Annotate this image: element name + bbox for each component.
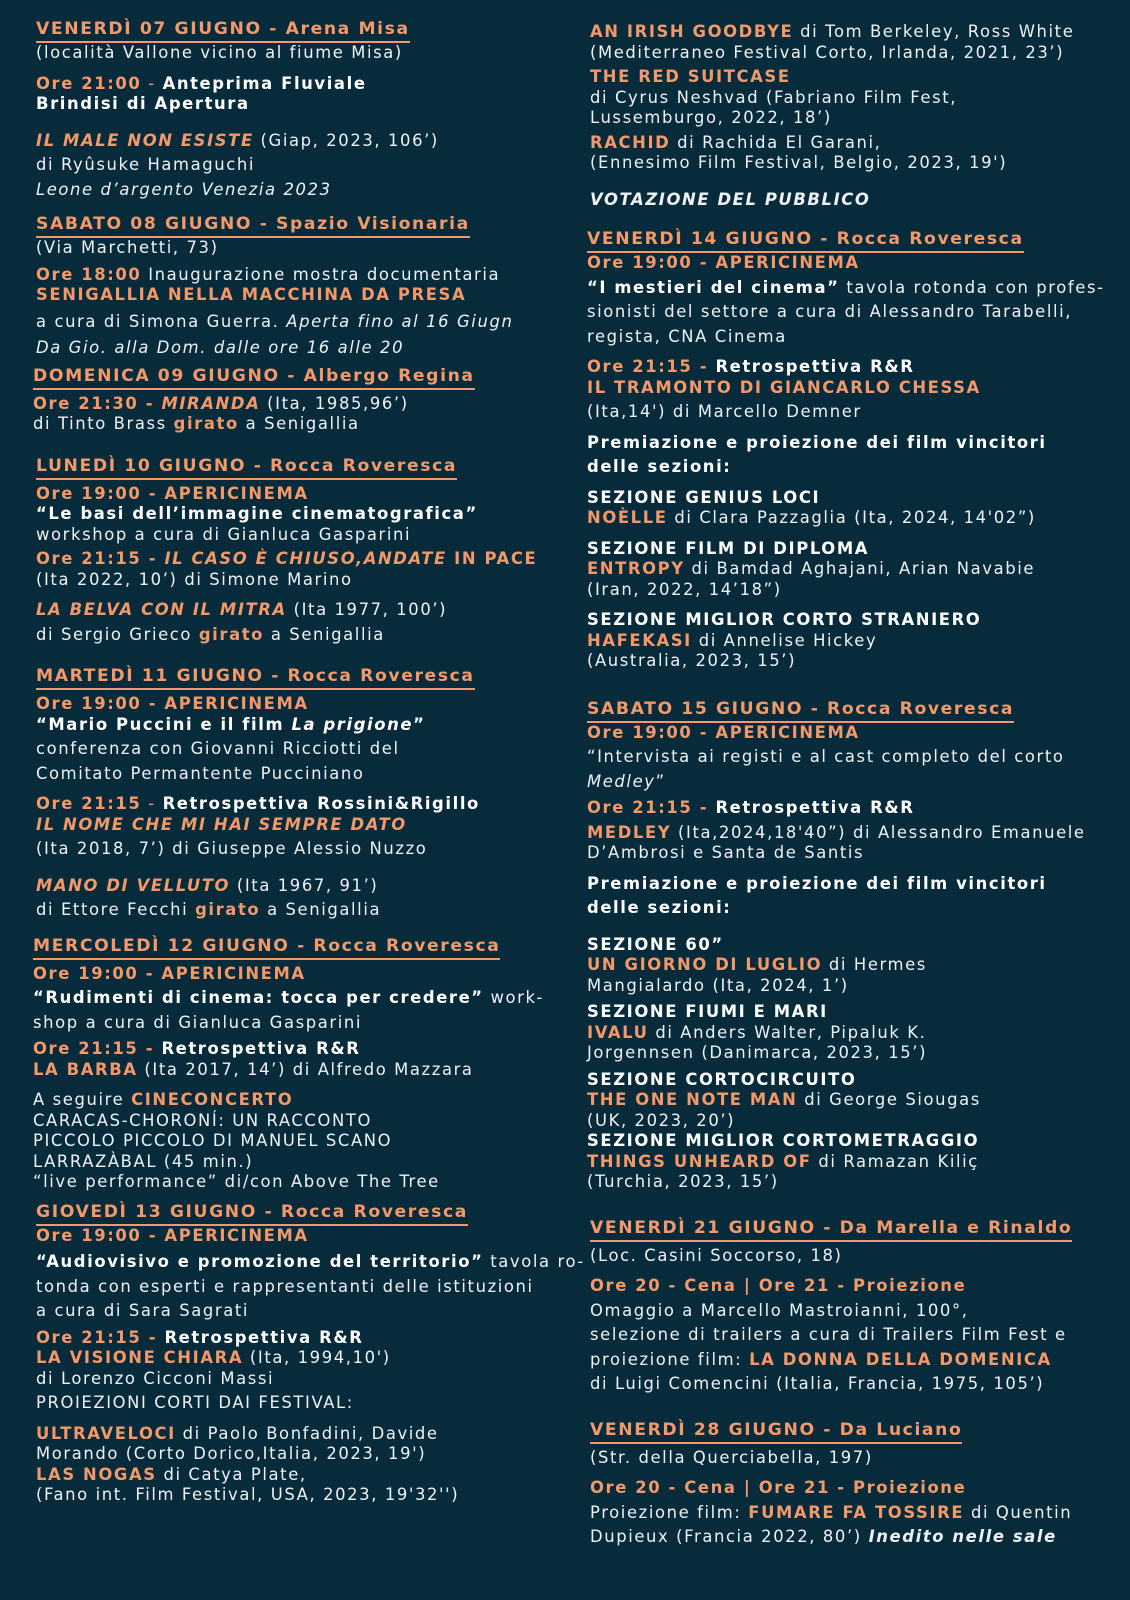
film-line: Ore 21:30 - MIRANDA (Ita, 1985,96’): [33, 393, 409, 413]
day-heading: VENERDÌ 21 GIUGNO - Da Marella e Rinaldo: [590, 1217, 1072, 1242]
film-title: LA BELVA CON IL MITRA (Ita 1977, 100’): [36, 600, 448, 619]
film-info: (Ita 2022, 10’) di Simone Marino: [36, 569, 353, 589]
retro-line: Ore 21:15 - Retrospettiva R&R: [33, 1039, 361, 1058]
talk-title: “I mestieri del cinema” tavola rotonda con profes-: [587, 277, 1105, 297]
talk-title: “Intervista ai registi e al cast completo del corto: [587, 747, 1065, 766]
time-line: Ore 19:00 - APERICINEMA: [33, 963, 306, 983]
concert-performer: “live performance” di/con Above The Tree: [33, 1172, 440, 1191]
time-line: Ore 19:00 - APERICINEMA: [36, 483, 309, 503]
day-heading: LUNEDÌ 10 GIUGNO - Rocca Roveresca: [36, 455, 457, 480]
retro-line: Ore 21:15 - Retrospettiva R&R: [587, 798, 915, 817]
festival-heading: PROIEZIONI CORTI DAI FESTIVAL:: [36, 1393, 354, 1412]
exhibition-title: SENIGALLIA NELLA MACCHINA DA PRESA: [36, 285, 467, 304]
film-title: IL MALE NON ESISTE (Giap, 2023, 106’): [36, 130, 439, 150]
short-film-1-info: Morando (Corto Dorico,Italia, 2023, 19'): [36, 1444, 427, 1463]
section-winner-4: THINGS UNHEARD OF di Ramazan Kiliç: [587, 1151, 979, 1171]
talk-title: “Audiovisivo e promozione del territorio” tavola ro-: [36, 1252, 585, 1271]
section-name: SEZIONE GENIUS LOCI: [587, 487, 821, 507]
film-line: MEDLEY (Ita,2024,18'40”) di Alessandro Emanuele: [587, 822, 1086, 842]
section-winner-4-info: (Turchia, 2023, 15’): [587, 1172, 779, 1191]
section-winner: NOÈLLE di Clara Pazzaglia (Ita, 2024, 14'02”): [587, 508, 1036, 527]
time-line: Ore 20 - Cena | Ore 21 - Proiezione: [590, 1478, 967, 1497]
talk-desc-2: Comitato Permantente Pucciniano: [36, 763, 365, 783]
section-winner-info: Mangialardo (Ita, 2024, 1’): [587, 975, 849, 995]
talk-desc: conferenza con Giovanni Ricciotti del: [36, 739, 400, 758]
location: (Via Marchetti, 73): [36, 238, 219, 257]
short-film-4: THE RED SUITCASE: [590, 67, 791, 86]
film-line: Proiezione film: FUMARE FA TOSSIRE di Quentin: [590, 1502, 1073, 1522]
time-line: Ore 19:00 - APERICINEMA: [36, 694, 309, 713]
concert-title-2: PICCOLO PICCOLO DI MANUEL SCANO: [33, 1131, 393, 1150]
short-film-5: RACHID di Rachida El Garani,: [590, 132, 882, 152]
event-day-07: [36, 18, 576, 200]
awards-heading: Premiazione e proiezione dei film vincitori: [587, 432, 1047, 452]
right-column: [587, 22, 1115, 1548]
short-film-5-info: (Ennesimo Film Festival, Belgio, 2023, 19'): [590, 153, 1008, 172]
film-director: di Ettore Fecchi girato a Senigallia: [36, 900, 382, 919]
film-line: LA BARBA (Ita 2017, 14’) di Alfredo Mazzara: [33, 1059, 474, 1079]
short-film-2-info: (Fano int. Film Festival, USA, 2023, 19'32''): [36, 1485, 460, 1504]
awards-heading-2: delle sezioni:: [587, 457, 732, 476]
workshop-title: “Rudimenti di cinema: tocca per credere” work-: [33, 988, 545, 1007]
day-heading: MARTEDÌ 11 GIUGNO - Rocca Roveresca: [36, 665, 475, 690]
event-day-21: [590, 1217, 1115, 1395]
time-line: Ore 20 - Cena | Ore 21 - Proiezione: [590, 1276, 967, 1295]
film-line: proiezione film: LA DONNA DELLA DOMENICA: [590, 1349, 1052, 1369]
workshop-desc: workshop a cura di Gianluca Gasparini: [36, 524, 412, 544]
concert-line: A seguire CINECONCERTO: [33, 1090, 294, 1109]
public-vote: VOTAZIONE DEL PUBBLICO: [590, 189, 871, 209]
section-winner-3: HAFEKASI di Annelise Hickey: [587, 630, 878, 650]
day-heading: VENERDÌ 28 GIUGNO - Da Luciano: [590, 1419, 962, 1444]
event-desc-2: selezione di trailers a cura di Trailers Film Fest e: [590, 1325, 1067, 1344]
film-info: (Ita 2018, 7’) di Giuseppe Alessio Nuzzo: [36, 839, 428, 858]
event-day-14: [587, 228, 1115, 672]
event-day-09: [33, 365, 576, 435]
concert-title-1: CARACAS-CHORONÍ: UN RACCONTO: [33, 1110, 372, 1130]
film-title-2: MANO DI VELLUTO (Ita 1967, 91’): [36, 875, 379, 895]
film-info: (Ita,14') di Marcello Demner: [587, 402, 862, 421]
short-film-4-info: di Cyrus Neshvad (Fabriano Film Fest,: [590, 87, 958, 107]
short-film-1: ULTRAVELOCI di Paolo Bonfadini, Davide: [36, 1423, 439, 1443]
section-name-2: SEZIONE FIUMI E MARI: [587, 1002, 828, 1021]
short-film-3: AN IRISH GOODBYE di Tom Berkeley, Ross White: [590, 22, 1075, 41]
section-name: SEZIONE 60”: [587, 934, 724, 954]
section-name-3: SEZIONE MIGLIOR CORTO STRANIERO: [587, 610, 982, 629]
opening-line: Brindisi di Apertura: [36, 94, 250, 113]
left-column: [33, 18, 585, 1506]
film-line: Ore 21:15 - IL CASO È CHIUSO,ANDATE IN PACE: [36, 549, 538, 568]
film-info: di Luigi Comencini (Italia, Francia, 1975, 105’): [590, 1374, 1045, 1393]
film-title: IL TRAMONTO DI GIANCARLO CHESSA: [587, 377, 981, 397]
retro-line: Ore 21:15 - Retrospettiva R&R: [36, 1327, 364, 1347]
section-winner-3-info: (UK, 2023, 20’): [587, 1110, 736, 1130]
event-day-10: [36, 455, 576, 646]
section-name-2: SEZIONE FILM DI DIPLOMA: [587, 538, 870, 558]
event-day-13: [36, 1201, 585, 1506]
retro-line: Ore 21:15 - Retrospettiva R&R: [587, 357, 915, 376]
day-heading: VENERDÌ 07 GIUGNO - Arena Misa: [36, 18, 410, 43]
event-day-12: [33, 935, 576, 1193]
concert-title-3: LARRAZÀBAL (45 min.): [33, 1151, 254, 1171]
film-director: di Ryûsuke Hamaguchi: [36, 155, 256, 174]
day-heading: GIOVEDÌ 13 GIUGNO - Rocca Roveresca: [36, 1201, 468, 1226]
event-day-08: [36, 213, 576, 359]
festival-shorts-continued: [590, 22, 1115, 210]
time-line: Ore 18:00 Inaugurazione mostra documentaria: [36, 264, 501, 284]
workshop-desc: shop a cura di Gianluca Gasparini: [33, 1012, 363, 1032]
opening-hours: Da Gio. alla Dom. dalle ore 16 alle 20: [36, 338, 405, 357]
day-heading: MERCOLEDÌ 12 GIUGNO - Rocca Roveresca: [33, 935, 500, 960]
film-director: di Sergio Grieco girato a Senigallia: [36, 624, 385, 644]
section-winner-2-info: Jorgennsen (Danimarca, 2023, 15’): [587, 1043, 928, 1062]
film-info: Dupieux (Francia 2022, 80’) Inedito nelle sale: [590, 1527, 1057, 1546]
event-desc: Omaggio a Marcello Mastroianni, 100°,: [590, 1300, 969, 1320]
location: (località Vallone vicino al fiume Misa): [36, 43, 403, 62]
talk-curator: a cura di Sara Sagrati: [36, 1301, 250, 1320]
talk-desc: sionisti del settore a cura di Alessandro Tarabelli,: [587, 302, 1073, 321]
film-line: LA VISIONE CHIARA (Ita, 1994,10'): [36, 1348, 391, 1367]
talk-desc-2: regista, CNA Cinema: [587, 326, 787, 346]
event-day-28: [590, 1419, 1115, 1548]
film-award: Leone d’argento Venezia 2023: [36, 179, 332, 199]
short-film-2: LAS NOGAS di Catya Plate,: [36, 1464, 307, 1484]
section-winner-3: THE ONE NOTE MAN di George Siougas: [587, 1090, 981, 1109]
time-line: Ore 19:00 - APERICINEMA: [587, 722, 860, 742]
section-winner-3-info: (Australia, 2023, 15’): [587, 651, 797, 670]
film-info: D’Ambrosi e Santa de Santis: [587, 843, 865, 862]
day-heading: SABATO 08 GIUGNO - Spazio Visionaria: [36, 213, 470, 238]
event-day-15: [587, 698, 1115, 1193]
section-name-3: SEZIONE CORTOCIRCUITO: [587, 1069, 857, 1089]
time-line: Ore 19:00 - APERICINEMA: [36, 1225, 309, 1245]
location: (Str. della Querciabella, 197): [590, 1447, 873, 1467]
section-winner-2: ENTROPY di Bamdad Aghajani, Arian Navabie: [587, 559, 1036, 578]
talk-title: “Mario Puccini e il film La prigione”: [36, 714, 426, 734]
section-name-4: SEZIONE MIGLIOR CORTOMETRAGGIO: [587, 1131, 980, 1150]
day-heading: DOMENICA 09 GIUGNO - Albergo Regina: [33, 365, 475, 390]
workshop-title: “Le basi dell’immagine cinematografica”: [36, 504, 478, 523]
awards-heading-2: delle sezioni:: [587, 898, 732, 917]
retro-line: Ore 21:15 - Retrospettiva Rossini&Rigillo: [36, 794, 480, 813]
talk-desc: tonda con esperti e rappresentanti delle istituzioni: [36, 1276, 534, 1296]
time-line: Ore 19:00 - APERICINEMA: [587, 253, 860, 272]
section-winner: UN GIORNO DI LUGLIO di Hermes: [587, 955, 927, 974]
short-film-4-info-2: Lussemburgo, 2022, 18’): [590, 108, 832, 127]
day-heading: SABATO 15 GIUGNO - Rocca Roveresca: [587, 698, 1014, 723]
section-winner-2-info: (Iran, 2022, 14’18”): [587, 579, 782, 599]
event-day-11: [36, 665, 576, 921]
film-director: di Lorenzo Cicconi Massi: [36, 1368, 275, 1388]
awards-heading: Premiazione e proiezione dei film vincitori: [587, 873, 1047, 893]
location: (Loc. Casini Soccorso, 18): [590, 1245, 843, 1265]
curator-line: a cura di Simona Guerra. Aperta fino al 16 Giugn: [36, 311, 514, 331]
section-winner-2: IVALU di Anders Walter, Pipaluk K.: [587, 1022, 927, 1042]
short-film-3-info: (Mediterraneo Festival Corto, Irlanda, 2021, 23’): [590, 42, 1065, 62]
talk-title-2: Medley”: [587, 771, 666, 791]
film-title: IL NOME CHE MI HAI SEMPRE DATO: [36, 814, 407, 834]
day-heading: VENERDÌ 14 GIUGNO - Rocca Roveresca: [587, 228, 1024, 253]
film-director: di Tinto Brass girato a Senigallia: [33, 414, 360, 433]
time-line: Ore 21:00 - Anteprima Fluviale: [36, 73, 367, 93]
